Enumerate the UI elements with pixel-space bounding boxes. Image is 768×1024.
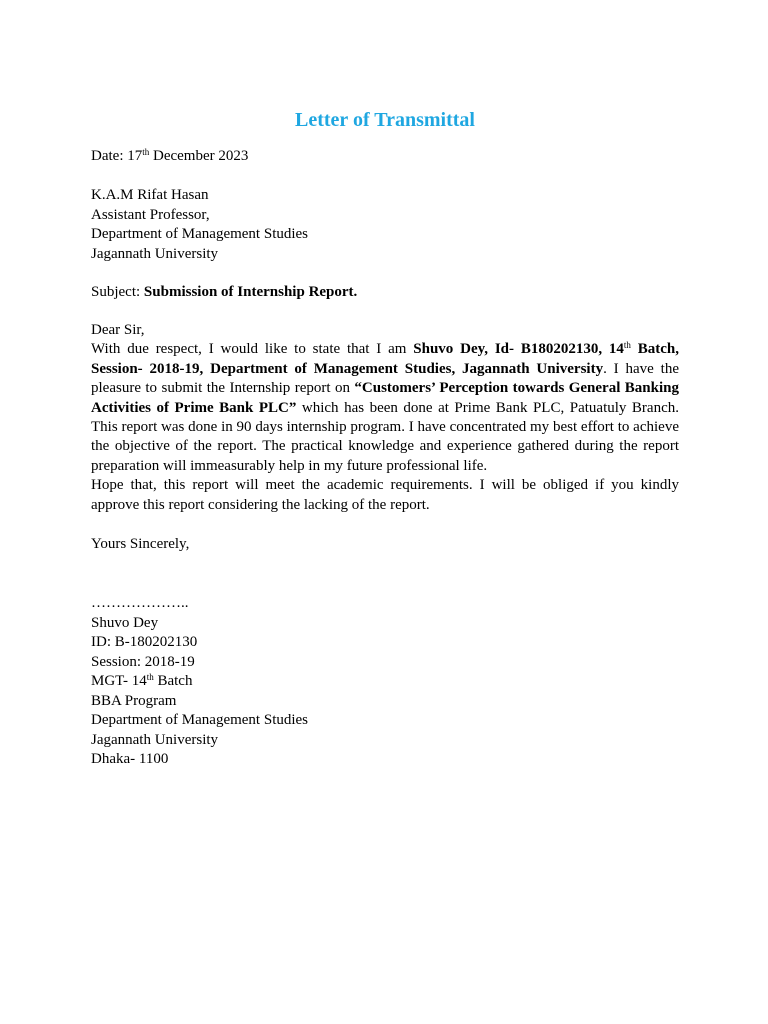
sender-name: Shuvo Dey <box>91 614 159 631</box>
body-bold-department: Batch, Session- 2018-19, Department of Management Studies, Jagannath University <box>91 341 680 377</box>
date-rest: December 2023 <box>149 148 249 164</box>
recipient-name: K.A.M Rifat Hasan <box>91 187 209 203</box>
sender-block <box>91 594 308 770</box>
recipient-department: Department of Management Studies <box>91 226 309 242</box>
sender-batch <box>91 672 308 692</box>
closing: Yours Sincerely, <box>91 536 190 552</box>
body-paragraph-2: Hope that, this report will meet the academic requirements. I will be obliged if you kindly approve this report considering the lacking of the report. <box>91 477 679 513</box>
body-ordinal: th <box>623 340 631 351</box>
body-bold-report-title: “Customers’ Perception towards General Banking Activities of Prime Bank PLC” <box>91 380 679 416</box>
body-paragraph-1 <box>91 340 679 476</box>
salutation: Dear Sir, <box>91 322 145 338</box>
recipient-title: Assistant Professor, <box>91 206 210 223</box>
sender-university: Jagannath University <box>91 731 219 748</box>
sender-program: BBA Program <box>91 692 177 709</box>
date-label: Date: 17 <box>91 148 143 164</box>
sender-session: Session: 2018-19 <box>91 653 195 670</box>
subject-line <box>91 283 357 303</box>
sender-city: Dhaka- 1100 <box>91 751 169 767</box>
batch-ordinal: th <box>146 672 154 682</box>
subject-text: Submission of Internship Report. <box>143 284 358 300</box>
document-title: Letter of Transmittal <box>295 109 475 131</box>
subject-label: Subject: <box>91 284 144 300</box>
body-text: With due respect, I would like to state that I am <box>91 341 414 358</box>
batch-prefix: MGT- 14 <box>91 673 147 689</box>
body-text: . I have the pleasure to submit the Internship report on <box>91 360 679 397</box>
body-bold-identity: Shuvo Dey, Id- B180202130, 14 <box>413 341 624 358</box>
sender-department: Department of Management Studies <box>91 712 309 728</box>
signature-line: ……………….. <box>91 595 189 611</box>
recipient-university: Jagannath University <box>91 245 219 262</box>
sender-id: ID: B-180202130 <box>91 634 198 650</box>
date-line <box>91 147 248 167</box>
batch-suffix: Batch <box>153 673 193 689</box>
recipient-block <box>91 186 308 264</box>
letter-body <box>91 321 679 515</box>
body-text: which has been done at Prime Bank PLC, Patuatuly Branch. This report was done in 90 days internship program. I have concentrated my best effort to achieve the objective of the report. The practical knowledge and experience gathered during the report preparation will immeasurably help in my future professional life. <box>91 399 679 474</box>
date-ordinal: th <box>142 147 150 157</box>
